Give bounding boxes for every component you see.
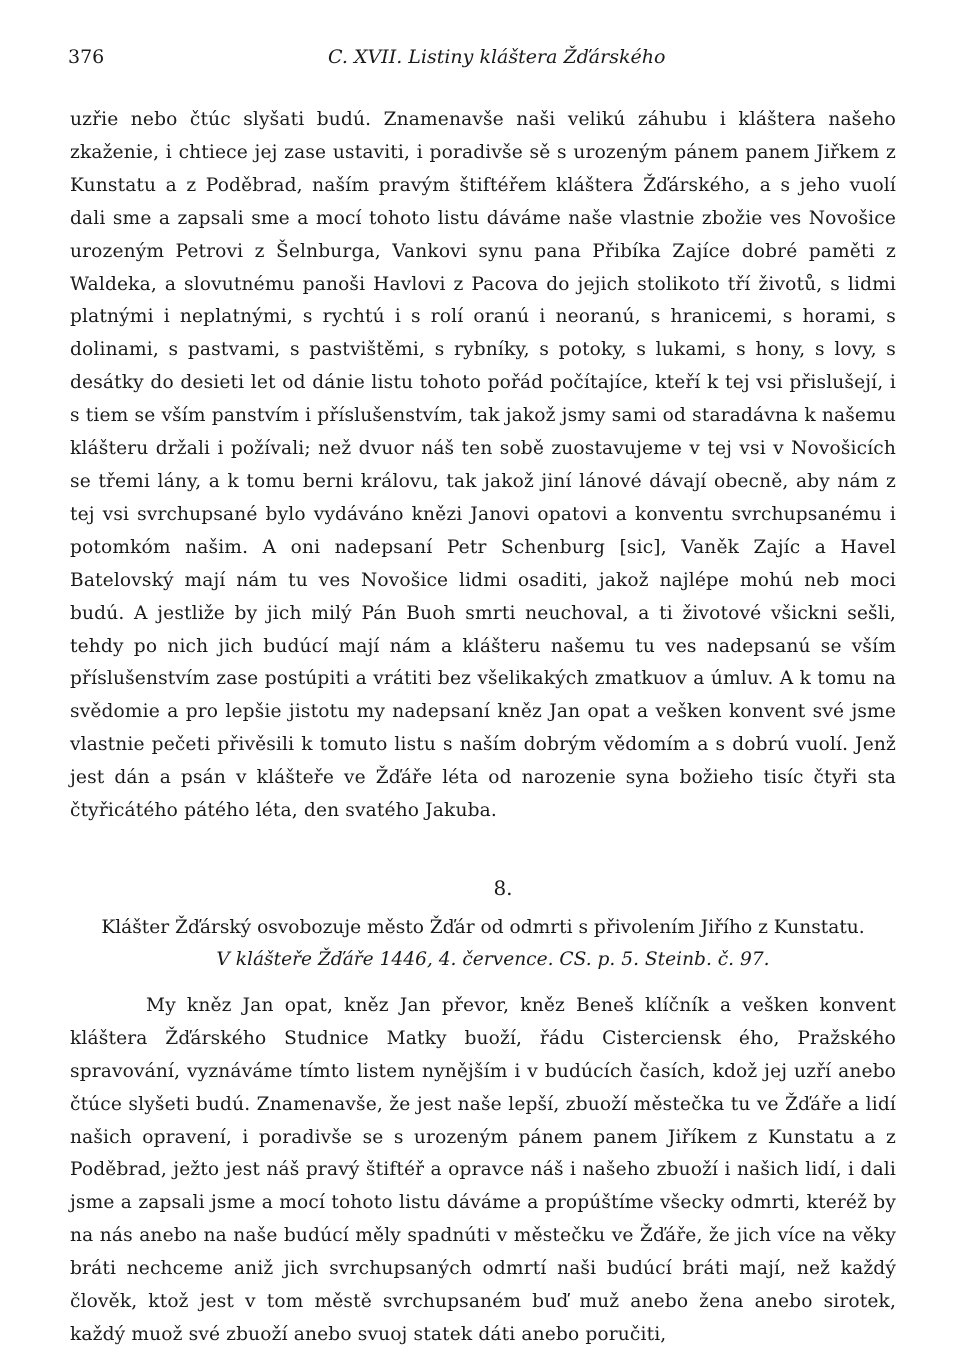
running-title: C. XVII. Listiny kláštera Žďárského [328, 46, 666, 68]
charter-text-8: My kněz Jan opat, kněz Jan převor, kněz Beneš klíčník a vešken konvent kláštera Žďárského Studnice Matky buoží, řádu Cisterciensk ého, Pražského spravování, vyznáváme tímto listem nynějším i v budúcích časích, kdož jej uzří anebo čtúce slyšeti budú. Znamenavše, že jest naše lepší, zbuoží městečka tu ve Žďáře a lidí našich opravení, i poradivše se s urozeným pánem panem Jiříkem z Kunstatu a z Poděbrad, ježto jest náš pravý štiftéř a opravce náš i našeho zbuoží i našich lidí, i dali jsme a zapsali jsme a mocí tohoto listu dáváme a propúštíme všecky odmrti, kteréž by na nás anebo na naše budúcí měly spadnúti v městečku ve Žďáře, že jich více na věky bráti nechceme aniž jich svrchupsaných odmrtí naši budúcí bráti mají, než každý člověk, ktož jest v tom městě svrchupsaném buď muž anebo žena anebo sirotek, každý muož své zbuoží anebo svuoj statek dáti anebo poručiti, [70, 994, 896, 1345]
section-title: Klášter Žďárský osvobozuje město Žďár od odmrti s přivolením Jiřího z Kunstatu. [101, 916, 865, 938]
running-header [70, 40, 896, 74]
charter-text-7-end: uzřie nebo čtúc slyšati budú. Znamenavše naši velikú záhubu i kláštera našeho zkaženie, i chtiece jej zase ustaviti, i poradivše sě s urozeným pánem panem Jiřkem z Kunstatu a z Poděbrad, naším pravým štiftéřem kláštera Žďárského, a s jeho vuolí dali sme a zapsali sme a mocí tohoto listu dáváme naše vlastnie zbožie ves Novošice urozeným Petrovi z Šelnburga, Vankovi synu pana Přibíka Zajíce dobré paměti z Waldeka, a slovutnému panoši Havlovi z Pacova do jejich stolikoto tří životů, s lidmi platnými i neplatnými, s rychtú i s rolí oranú i neoranú, s hranicemi, s horami, s dolinami, s pastvami, s pastvištěmi, s rybníky, s potoky, s lukami, s hony, s lovy, s desátky do desieti let od dánie listu tohoto pořád počítajíce, kteří k tej vsi přislušejí, i s tiem se vším panstvím i příslušenstvím, tak jakož jsmy sami od staradávna k našemu klášteru držali i požívali; než dvuor náš ten sobě zuostavujeme v tej vsi v Novošicích se třemi lány, a k tomu berni královu, tak jakož jiní lánové dávají obecně, aby nám z tej vsi svrchupsané bylo vydáváno knězi Janovi opatovi a konventu svrchupsanému i potomkóm našim. A oni nadepsaní Petr Schenburg [sic], Vaněk Zajíc a Havel Batelovský mají nám tu ves Novošice lidmi osaditi, jakož najlépe mohú neb moci budú. A jestliže by jich milý Pán Buoh smrti neuchoval, a ti životové všickni sešli, tehdy po nich jich budúcí mají nám a klášteru našemu tu ves nadepsanú se vším příslušenstvím zase postúpiti a vrátiti bez všelikakých zmatkuov a úmluv. A k tomu na svědomie a pro lepšie jistotu my nadepsaní kněz Jan opat a vešken konvent své jsme vlastnie pečeti přivěsili k tomuto listu s naším dobrým vědomím a s dobrú vuolí. Jenž jest dán a psán v klášteře ve Žďáře léta od narozenie syna božieho tisíc čtyři sta čtyřicátého pátého léta, den svatého Jakuba. [70, 109, 896, 822]
section-source: V klášteře Žďáře 1446, 4. července. CS. p. 5. Steinb. č. 97. [216, 948, 770, 970]
page-number: 376 [68, 46, 105, 68]
section-number: 8. [493, 875, 513, 900]
document-page [70, 40, 896, 1352]
